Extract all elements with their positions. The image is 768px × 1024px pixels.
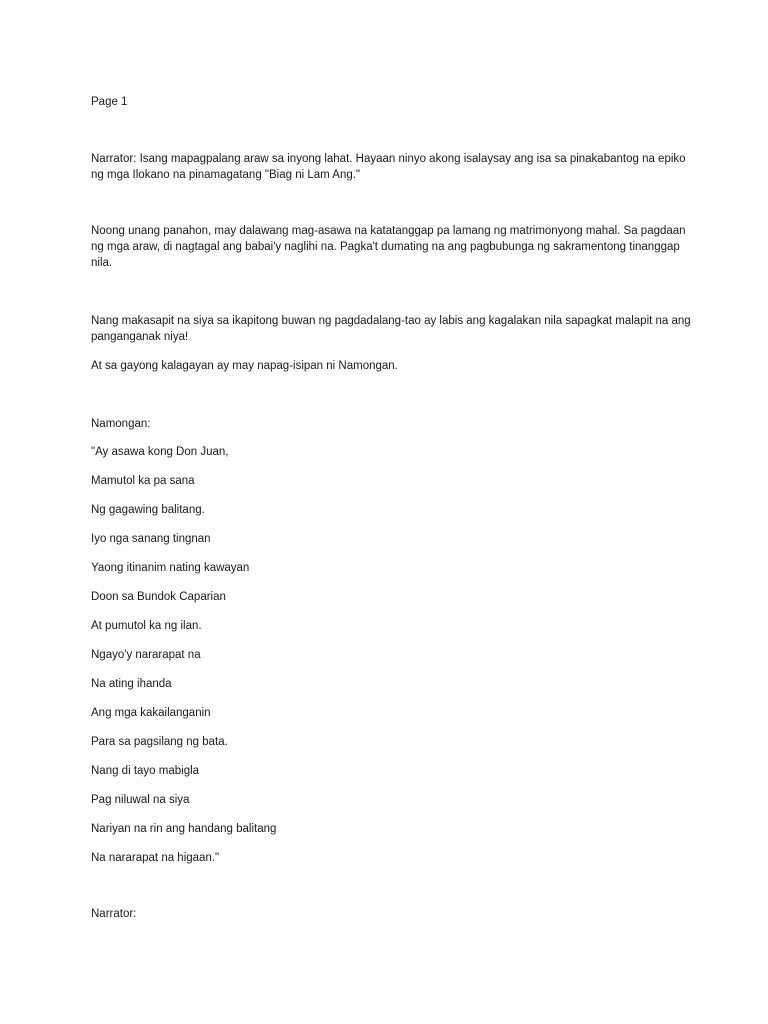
paragraph-narrator-intro: Narrator: Isang mapagpalang araw sa inyong lahat. Hayaan ninyo akong isalaysay ang isa sa pinakabantog na epiko ng mga Ilokano na pinamagatang "Biag ni Lam Ang." — [91, 153, 686, 181]
verse-line: Yaong itinanim nating kawayan — [91, 562, 250, 574]
verse-line: At pumutol ka ng ilan. — [91, 620, 202, 632]
verse-line: Nang di tayo mabigla — [91, 765, 200, 777]
verse-line: Ang mga kakailanganin — [91, 707, 211, 719]
paragraph-namongan-thought: At sa gayong kalagayan ay may napag-isipan ni Namongan. — [91, 360, 398, 372]
verse-line: Doon sa Bundok Caparian — [91, 591, 226, 603]
verse-line: "Ay asawa kong Don Juan, — [91, 446, 229, 458]
paragraph-seventh-month: Nang makasapit na siya sa ikapitong buwan ng pagdadalang-tao ay labis ang kagalakan nila sapagkat malapit na ang panganganak niya! — [91, 315, 691, 343]
verse-line: Na ating ihanda — [91, 678, 172, 690]
verse-line: Mamutol ka pa sana — [91, 475, 195, 487]
verse-line: Nariyan na rin ang handang balitang — [91, 823, 277, 835]
speaker-label-narrator: Narrator: — [91, 908, 137, 920]
verse-line: Ngayo'y nararapat na — [91, 649, 201, 661]
verse-block — [91, 444, 701, 879]
paragraph-story-beginning: Noong unang panahon, may dalawang mag-asawa na katatanggap pa lamang ng matrimonyong mahal. Sa pagdaan ng mga araw, di nagtagal ang babai'y naglihi na. Pagka't dumating na ang pagbubunga ng sakramentong tinanggap nila. — [91, 225, 686, 269]
verse-line: Na nararapat na higaan." — [91, 852, 220, 864]
verse-line: Pag niluwal na siya — [91, 794, 190, 806]
speaker-label-namongan: Namongan: — [91, 418, 151, 430]
verse-line: Para sa pagsilang ng bata. — [91, 736, 228, 748]
verse-line: Iyo nga sanang tingnan — [91, 533, 211, 545]
verse-line: Ng gagawing balitang. — [91, 504, 205, 516]
page-label: Page 1 — [91, 96, 128, 108]
